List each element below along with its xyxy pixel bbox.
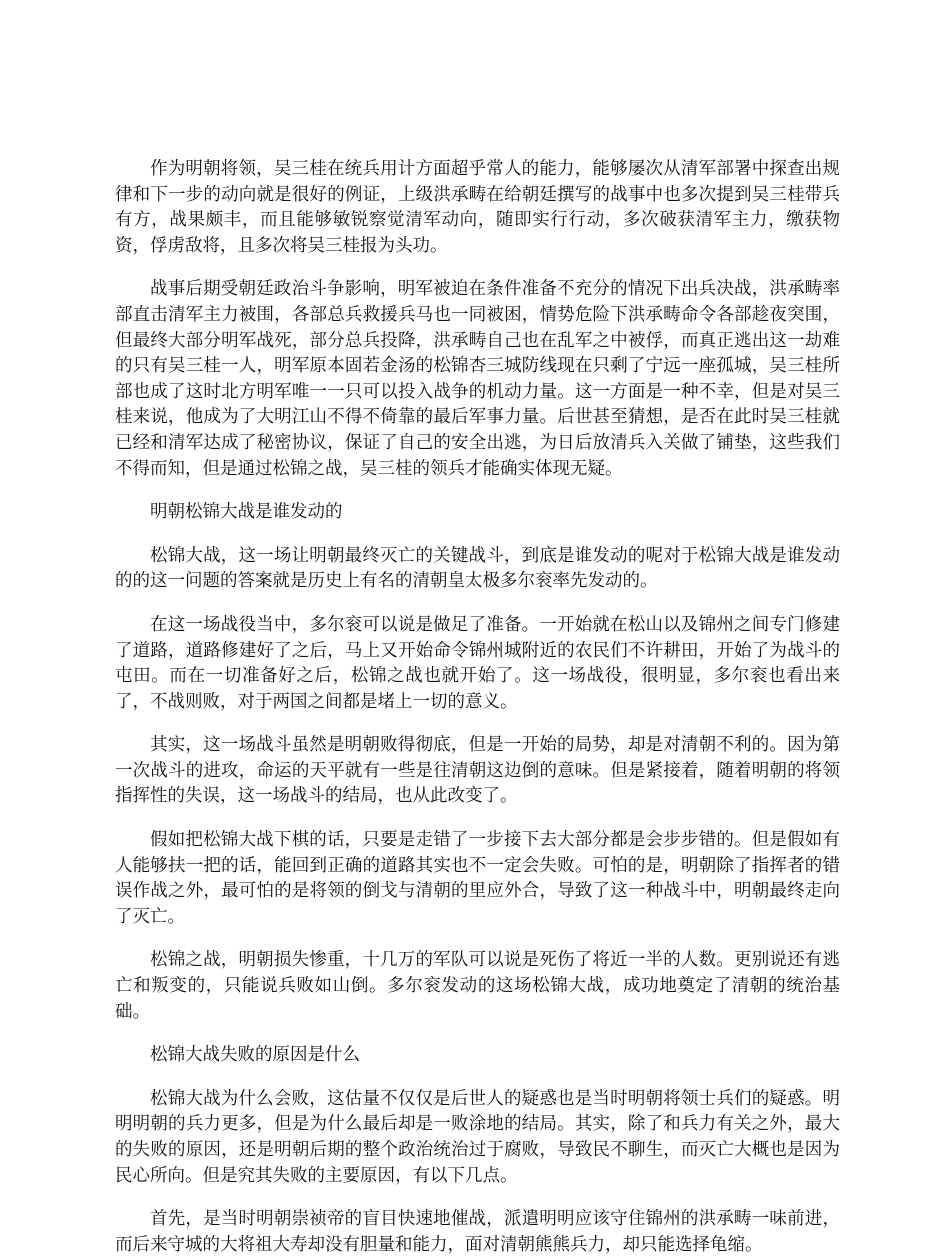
paragraph: 作为明朝将领，吴三桂在统兵用计方面超乎常人的能力，能够屡次从清军部署中探查出规律和下一步的动向就是很好的例证，上级洪承畴在给朝廷撰写的战事中也多次提到吴三桂带兵有方，战果颇丰，而且能够敏锐察觉清军动向，随即实行行动，多次破获清军主力，缴获物资，俘虏敌将，且多次将吴三桂报为头功。 (115, 159, 840, 256)
section-heading: 松锦大战失败的原因是什么 (150, 1045, 360, 1066)
paragraph: 首先，是当时明朝崇祯帝的盲目快速地催战，派遣明明应该守住锦州的洪承畴一味前进，而后来守城的大将祖大寿却没有胆量和能力，面对清朝熊熊兵力，却只能选择龟缩。 (115, 1209, 840, 1255)
paragraph: 假如把松锦大战下棋的话，只要是走错了一步接下去大部分都是会步步错的。但是假如有人能够扶一把的话，能回到正确的道路其实也不一定会失败。可怕的是，明朝除了指挥者的错误作战之外，最可怕的是将领的倒戈与清朝的里应外合，导致了这一种战斗中，明朝最终走向了灭亡。 (115, 830, 840, 927)
paragraph: 松锦大战为什么会败，这估量不仅仅是后世人的疑惑也是当时明朝将领士兵们的疑惑。明明明朝的兵力更多，但是为什么最后却是一败涂地的结局。其实，除了和兵力有关之外，最大的失败的原因，还是明朝后期的整个政治统治过于腐败，导致民不聊生，而灭亡大概也是因为民心所向。但是究其失败的主要原因，有以下几点。 (115, 1088, 840, 1186)
section-heading: 明朝松锦大战是谁发动的 (150, 502, 343, 523)
paragraph: 战事后期受朝廷政治斗争影响，明军被迫在条件准备不充分的情况下出兵决战，洪承畴率部直击清军主力被围，各部总兵救援兵马也一同被困，情势危险下洪承畴命令各部趁夜突围，但最终大部分明军战死，部分总兵投降，洪承畴自己也在乱军之中被俘，而真正逃出这一劫难的只有吴三桂一人，明军原本固若金汤的松锦杏三城防线现在只剩了宁远一座孤城，吴三桂所部也成了这时北方明军唯一一只可以投入战争的机动力量。这一方面是一种不幸，但是对吴三桂来说，他成为了大明江山不得不倚靠的最后军事力量。后世甚至猜想，是否在此时吴三桂就已经和清军达成了秘密协议，保证了自己的安全出逃，为日后放清兵入关做了铺垫，这些我们不得而知，但是通过松锦之战，吴三桂的领兵才能确实体现无疑。 (115, 279, 840, 479)
paragraph: 其实，这一场战斗虽然是明朝败得彻底，但是一开始的局势，却是对清朝不利的。因为第一次战斗的进攻，命运的天平就有一些是往清朝这边倒的意味。但是紧接着，随着明朝的将领指挥性的失误，这一场战斗的结局，也从此改变了。 (115, 735, 840, 807)
paragraph: 松锦大战，这一场让明朝最终灭亡的关键战斗，到底是谁发动的呢对于松锦大战是谁发动的的这一问题的答案就是历史上有名的清朝皇太极多尔衮率先发动的。 (115, 545, 840, 592)
paragraph: 在这一场战役当中，多尔衮可以说是做足了准备。一开始就在松山以及锦州之间专门修建了道路，道路修建好了之后，马上又开始命令锦州城附近的农民们不许耕田，开始了为战斗的屯田。而在一切准备好之后，松锦之战也就开始了。这一场战役，很明显，多尔衮也看出来了，不战则败，对于两国之间都是堵上一切的意义。 (115, 614, 840, 712)
paragraph: 松锦之战，明朝损失惨重，十几万的军队可以说是死伤了将近一半的人数。更别说还有逃亡和叛变的，只能说兵败如山倒。多尔衮发动的这场松锦大战，成功地奠定了清朝的统治基础。 (115, 950, 840, 1022)
